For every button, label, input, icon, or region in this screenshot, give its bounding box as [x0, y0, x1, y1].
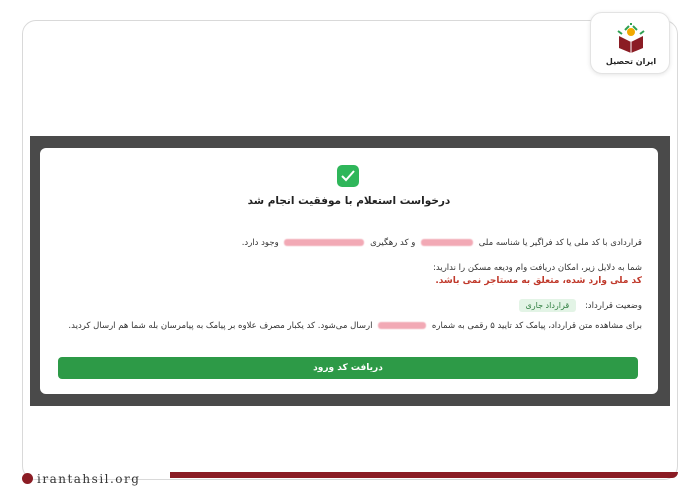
success-check-badge [337, 165, 359, 187]
reasons-intro: شما به دلایل زیر، امکان دریافت وام ودیعه مسکن را ندارید: [433, 263, 642, 273]
globe-icon [22, 473, 33, 484]
reason-item: کد ملی وارد شده، متعلق به مستاجر نمی باشد. [435, 276, 642, 286]
get-login-code-button[interactable]: دریافت کد ورود [58, 357, 638, 379]
status-badge: قرارداد جاری [519, 299, 577, 312]
site-footer [22, 472, 140, 486]
logo-text: ایران تحصیل [605, 57, 657, 66]
sms-info-part1: برای مشاهده متن قرارداد، پیامک کد تایید ۵ رقمی به شماره [431, 321, 642, 331]
book-icon [615, 22, 647, 54]
contract-info-part3: وجود دارد. [241, 238, 279, 248]
contract-info-part2: و کد رهگیری [370, 238, 416, 248]
contract-info-line [242, 238, 642, 248]
success-title: درخواست استعلام با موفقیت انجام شد [247, 195, 451, 207]
contract-status-line [519, 299, 643, 312]
redacted-phone [378, 322, 426, 329]
status-label: وضعیت قرارداد: [584, 301, 642, 311]
redacted-national-id [421, 239, 473, 246]
brand-logo [590, 12, 670, 74]
sms-info-line [68, 321, 642, 331]
checkmark-icon [341, 170, 355, 182]
redacted-tracking-code [284, 239, 364, 246]
frame-accent-bar [170, 472, 678, 478]
sms-info-part2: ارسال می‌شود. کد یکبار مصرف علاوه بر پیامک به پیامرسان بله شما هم ارسال کردید. [68, 321, 373, 331]
contract-info-part1: قراردادی با کد ملی یا کد فراگیر یا شناسه ملی [478, 238, 642, 248]
site-url[interactable]: irantahsil.org [37, 472, 141, 486]
